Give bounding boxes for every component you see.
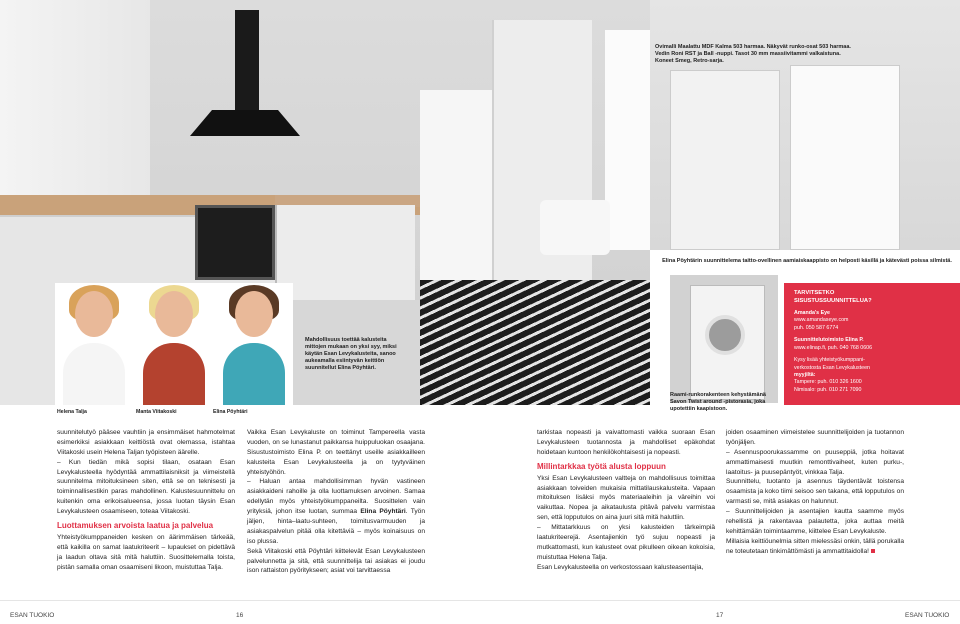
power-socket bbox=[705, 315, 745, 355]
socket-detail-photo bbox=[670, 275, 778, 403]
paragraph: Yhteistyökumppaneiden kesken on äärimmäisen tärkeää, että kaikilla on samat laatukriteerit – lupaukset on pidettävä ja laadun oltava sitä mitä haluttiin. Suosittelemalla toista, pistän samalla oman osaamiseni likoon, muistuttaa Talja. bbox=[57, 534, 235, 571]
range-hood bbox=[190, 10, 300, 135]
tall-cabinets bbox=[492, 20, 592, 320]
sidebar-b3-line3: myyjiltä: bbox=[794, 371, 816, 378]
paragraph: – Asennuspoorukassamme on puuseppiä, jotka hoitavat ammattimaisesti muutkin remonttivaiheet, kuten purku-, laatoitus- ja puusepäntyöt, vinkkaa Talja. bbox=[726, 448, 904, 476]
paragraph: – Kun tiedän mikä sopisi tilaan, osataan Esan Levykalusteella hyödyntää ammattilaisniksit ja viimeistellä suunnitelma mitoituksineen siten, että se on teknisesti ja toiminnallisestikin paras mahdollinen. Kalustesuunnittelu on kuitenkin oma erikoisalueensa, jossa luotan täysin Esan Levykalusteen osaamiseen, toteaa Viitakoski. bbox=[57, 458, 235, 516]
sidebar-b3-line2: verkostosta Esan Levykalusteen bbox=[794, 364, 870, 371]
sidebar-heading-2: SISUSTUSSUUNNITTELUA? bbox=[794, 297, 872, 304]
paragraph: Millaisia keittiöunelmia sitten mielessäsi onkin, tällä porukalla ne toteutetaan tinkimättömästi ja ammattitaidolla! bbox=[726, 537, 904, 555]
paragraph: tarkistaa nopeasti ja vaivattomasti vaikka suoraan Esan Levykalusteen tuotannosta ja mahdolliset epäkohdat hoidetaan kuntoon henkilökohtaisesti ja nopeasti. bbox=[537, 429, 715, 456]
paragraph: suunnitelutyö pääsee vauhtiin ja ensimmäiset hahmotelmat esimerkiksi asiakkaan keittiöstä ovat olemassa, istahtaa Viitakoski usein Helena Taljan työpisteen äärelle. bbox=[57, 429, 235, 456]
oven bbox=[195, 205, 275, 280]
text-column-2 bbox=[247, 428, 425, 576]
pantry-shelves bbox=[790, 65, 900, 250]
subheading: Millintarkkaa työtä alusta loppuun bbox=[537, 461, 666, 471]
doorway bbox=[420, 90, 495, 290]
pantry-photo bbox=[650, 0, 960, 250]
paragraph: Suunnittelu, tuotanto ja asennus täydentävät toistensa osaamista ja koko tiimi seisoo sen takana, että lopputulos on varmasti se, mitä asiakas on halunnut. bbox=[726, 478, 904, 506]
name-label-2: Manta Viitakoski bbox=[136, 409, 177, 415]
sidebar-b2-line: www.elinap.fi, puh. 040 768 0606 bbox=[794, 344, 873, 351]
text-column-4 bbox=[726, 428, 904, 557]
footer-brand-left: ESAN TUOKIO bbox=[10, 612, 55, 619]
sidebar-b3-line1: Kysy lisää yhteistyökumppani- bbox=[794, 357, 865, 364]
highlight-name: Elina Pöyhtäri bbox=[360, 508, 406, 516]
sidebar-b3-line5: Nimisalo: puh. 010 271 7090 bbox=[794, 386, 862, 393]
caption-top-right: Ovimalli Maalattu MDF Kalma 503 harmaa. Näkyvät runko-osat 503 harmaa. Vedin Roni RST ja Ball -nuppi. Tasot 30 mm massiivitammi valkaistuna. Koneet Smeg, Retro-sarja. bbox=[655, 44, 851, 64]
name-label-3: Elina Pöyhtäri bbox=[213, 409, 248, 415]
paragraph: Sekä Viitakoski että Pöyhtäri kiittelevät Esan Levykalusteen palvelunnetta ja sitä, että suunnittelija tai asiakas ei joudu ison rattaiston pyöritykseen; asiat voi tarvittaessa bbox=[247, 547, 425, 575]
sidebar-b3-line4: Tampere: puh. 010 326 1600 bbox=[794, 379, 862, 386]
window bbox=[605, 30, 650, 250]
caption-pantry: Elina Pöyhtärin suunnittelema taitto-ovellinen aamiaiskaappisto on helposti käsillä ja kätevästi poissa silmistä. bbox=[662, 258, 952, 264]
portraits-photo bbox=[55, 283, 293, 405]
text-column-3 bbox=[537, 428, 715, 573]
paragraph: Esan Levykalusteella on verkostossaan kalusteasentajia, bbox=[537, 563, 704, 571]
sidebar-box bbox=[784, 283, 960, 405]
portrait-manta bbox=[135, 283, 213, 405]
sidebar-b1-title: Amanda's Eye bbox=[794, 310, 830, 317]
paragraph: Yksi Esan Levykalusteen valtteja on mahdollisuus toimittaa asiakkaan toiveiden mukaisia mittatilauskalusteita. Vapaan mitoituksen lisäksi myös materiaaleihin ja väreihin voi vaikuttaa. Nopea ja aikataulusta pitävä palvelu varmistaa sen, että lopputulos on aina juuri sitä mitä haluttiin. bbox=[537, 474, 715, 522]
striped-rug bbox=[420, 280, 650, 405]
footer-brand-right: ESAN TUOKIO bbox=[905, 612, 950, 619]
paragraph: joiden osaaminen viimeistelee suunnittelijoiden ja tuotannon työnjäljen. bbox=[726, 429, 904, 446]
paragraph: – Mittatarkkuus on yksi kalusteiden tärkeimpiä laatukriteerejä. Asentajienkin työ sujuu nopeasti ja mutkattomasti, kun kalusteet ovat pikulleen oikean kokoisia, muistuttaa Helena Talja. bbox=[537, 524, 715, 561]
paragraph: – Suunnittelijoiden ja asentajien kautta saamme myös rehellistä ja rakentavaa palautetta, joka auttaa meitä kehittämään toimintaamme, kiittelee Esan Levykaluste. bbox=[726, 508, 904, 535]
bench-cushion bbox=[540, 200, 610, 255]
paragraph: Vaikka Esan Levykaluste on toiminut Tampereella vasta vuoden, on se lunastanut paikkansa huippuluokan osaajana. Sisustustoimisto Elina P. on teettänyt useille asiakkailleen kalusteita Esan Levykalusteella ja on tyytyväinen yhteistyöhön. bbox=[247, 429, 425, 476]
sidebar-b2-title: Suunnittelutoimisto Elina P. bbox=[794, 337, 864, 344]
subheading: Luottamuksen arvoista laatua ja palvelua bbox=[57, 521, 214, 531]
page-number-left: 16 bbox=[236, 612, 244, 619]
portrait-elina bbox=[215, 283, 293, 405]
page-number-right: 17 bbox=[716, 612, 724, 619]
name-label-1: Helena Talja bbox=[57, 409, 87, 415]
footer-divider bbox=[0, 600, 960, 601]
caption-portraits: Mahdollisuus toettää kalusteita mittojen mukaan on yksi syy, miksi käytän Esan Levykalusteita, sanoo aukeamalla esiintyvän keittiön suunnitellut Elina Pöyhtäri. bbox=[305, 337, 397, 371]
paragraph: – Haluan antaa mahdollisimman hyvän vastineen asiakkaideni rahoille ja olla luottamuksen arvoinen. Samaa edellytän myös yhteistyökumppaneilta. Suosittelen vain yrityksiä, johon itse luotan, summaa Elina Pöyhtäri. Työn jäljen, hinta–laatu-suhteen, toimitusvarmuuden ja asiakaspalvelun pitää olla kitettäviä – myös koinaisuus on iso plussa. bbox=[247, 478, 426, 545]
text-column-1 bbox=[57, 428, 235, 573]
pantry-folding-door bbox=[670, 70, 780, 250]
end-mark-icon bbox=[871, 549, 875, 553]
sidebar-b1-web[interactable]: www.amandaseye.com bbox=[794, 317, 849, 324]
sidebar-heading-1: TARVITSETKO bbox=[794, 290, 835, 296]
caption-detail: Raami-runkorakenteen kehystämänä Savon Twist around -pistorasia, joka upotettiin kaapistoon. bbox=[670, 392, 766, 412]
sidebar-b1-phone: puh. 050 587 6774 bbox=[794, 324, 839, 331]
portrait-helena bbox=[55, 283, 133, 405]
